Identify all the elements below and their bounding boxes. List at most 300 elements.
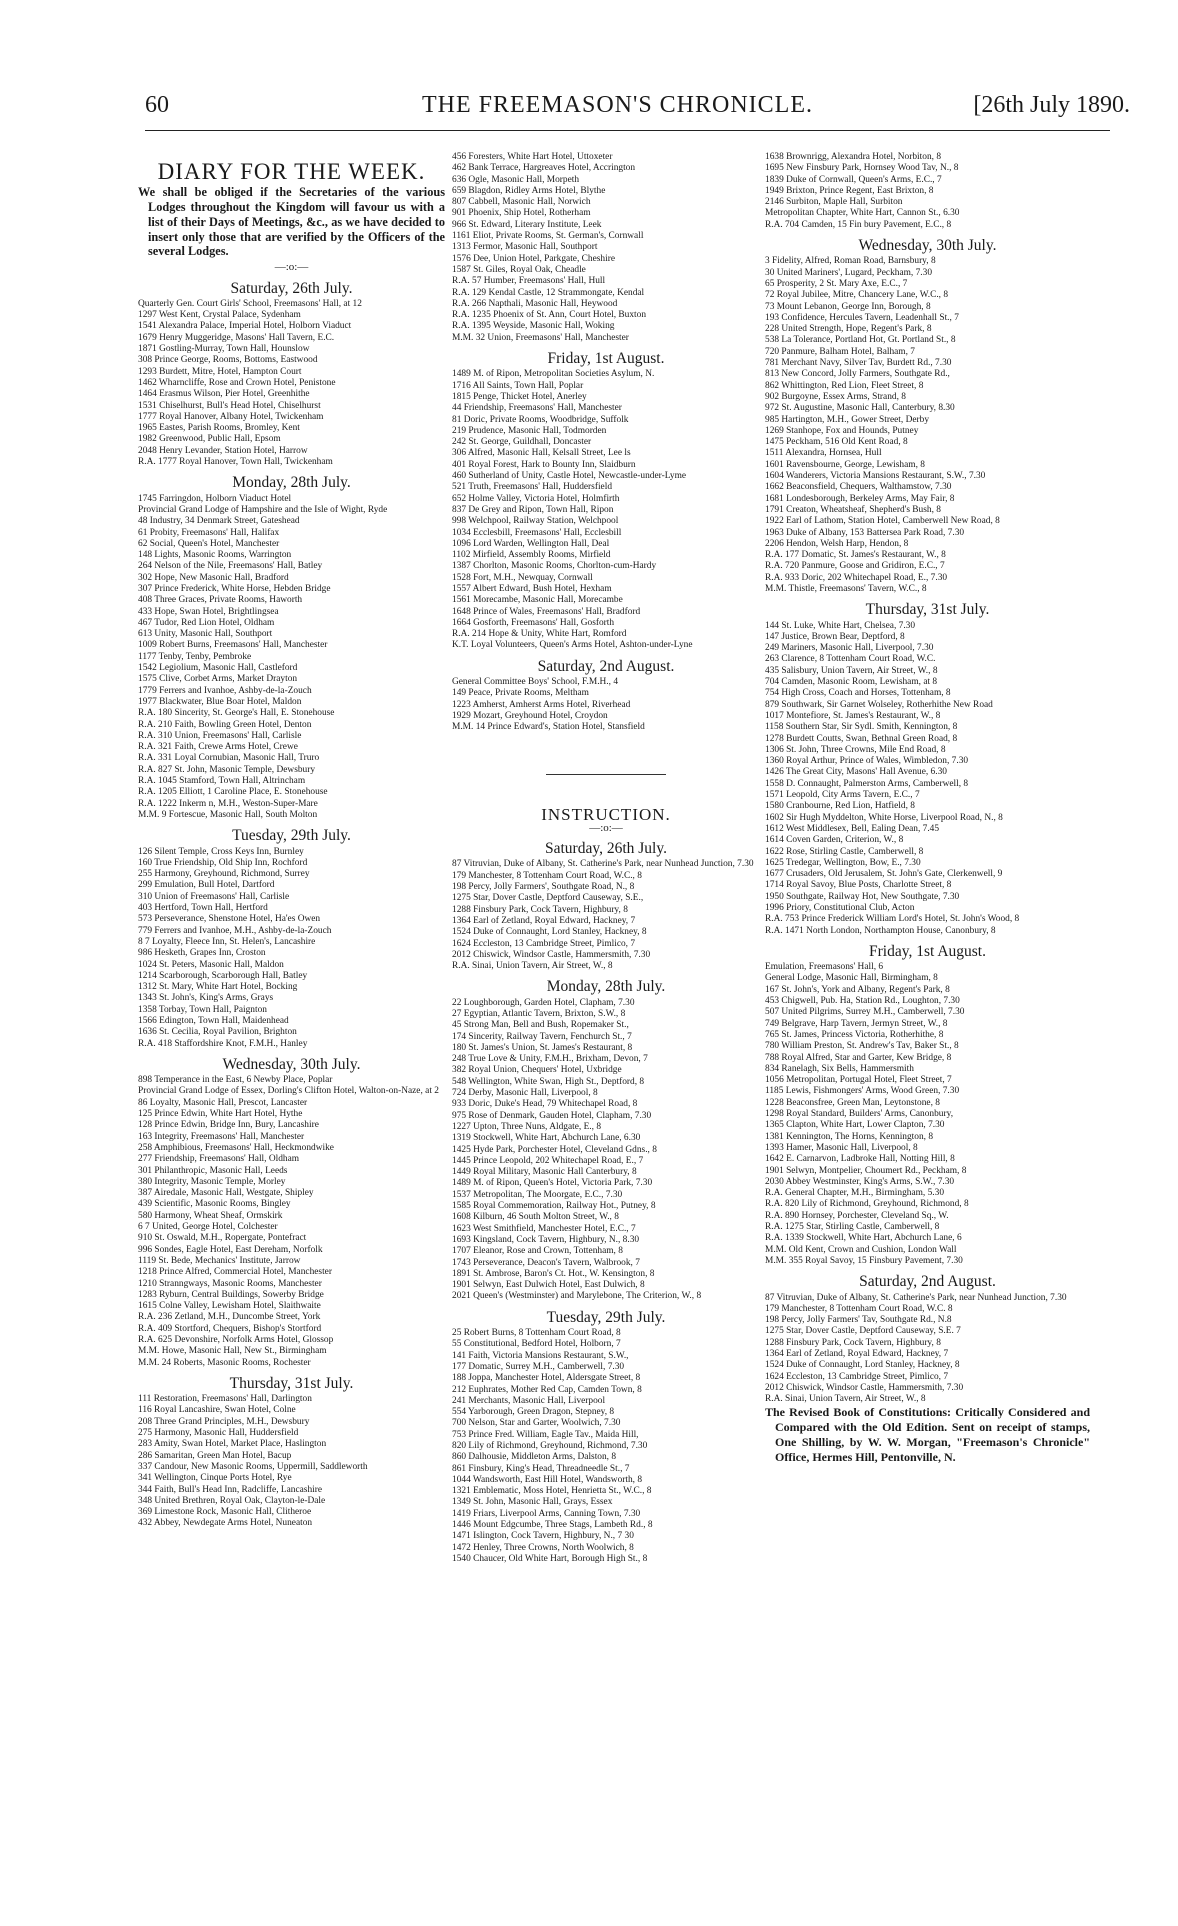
lodge-entry: R.A. 214 Hope & Unity, White Hart, Romford <box>452 629 627 640</box>
day-heading: Wednesday, 30th July. <box>222 1055 361 1073</box>
lodge-entry: R.A. 1235 Phoenix of St. Ann, Court Hotel, Buxton <box>452 310 647 321</box>
lodge-entry: 1965 Eastes, Parish Rooms, Bromley, Kent <box>138 423 300 434</box>
lodge-entry: 1714 Royal Savoy, Blue Posts, Charlotte Street, 8 <box>765 880 952 891</box>
lodge-entry: 348 United Brethren, Royal Oak, Clayton-le-Dale <box>138 1495 326 1506</box>
instruction-ornament: —:o:— <box>589 821 623 834</box>
lodge-entry: 1472 Henley, Three Crowns, North Woolwich, 8 <box>452 1542 634 1553</box>
lodge-entry: R.A. General Chapter, M.H., Birmingham, 5.30 <box>765 1188 945 1199</box>
lodge-entry: 704 Camden, Masonic Room, Lewisham, at 8 <box>765 677 938 688</box>
lodge-entry: 249 Mariners, Masonic Hall, Liverpool, 7.30 <box>765 643 934 654</box>
lodge-entry: R.A. 418 Staffordshire Knot, F.M.H., Hanley <box>138 1038 308 1049</box>
lodge-entry: 435 Salisbury, Union Tavern, Air Street, W., 8 <box>765 665 938 676</box>
lodge-entry: 1901 Selwyn, East Dulwich Hotel, East Dulwich, 8 <box>452 1280 645 1291</box>
lodge-entry: Provincial Grand Lodge of Hampshire and the Isle of Wight, Ryde <box>138 504 388 515</box>
lodge-entry: 22 Loughborough, Garden Hotel, Clapham, 7.30 <box>452 997 635 1008</box>
lodge-entry: 1679 Henry Muggeridge, Masons' Hall Tavern, E.C. <box>138 332 335 343</box>
lodge-entry: R.A. 704 Camden, 15 Fin bury Pavement, E.C., 8 <box>765 219 952 230</box>
lodge-entry: 1608 Kilburn, 46 South Molton Street, W., 8 <box>452 1212 619 1223</box>
lodge-entry: 111 Restoration, Freemasons' Hall, Darlington <box>138 1394 312 1405</box>
lodge-entry: 879 Southwark, Sir Garnet Wolseley, Rotherhithe New Road <box>765 699 993 710</box>
lodge-entry: 341 Wellington, Cinque Ports Hotel, Rye <box>138 1473 292 1484</box>
lodge-entry: 1445 Prince Leopold, 202 Whitechapel Road, E., 7 <box>452 1155 644 1166</box>
lodge-entry: 1096 Lord Warden, Wellington Hall, Deal <box>452 538 610 549</box>
lodge-entry: 456 Foresters, White Hart Hotel, Uttoxeter <box>452 152 613 162</box>
lodge-entry: 1615 Colne Valley, Lewisham Hotel, Slaithwaite <box>138 1301 321 1312</box>
lodge-entry: 1996 Priory, Constitutional Club, Acton <box>765 903 915 913</box>
lodge-entry: 255 Harmony, Greyhound, Richmond, Surrey <box>138 869 310 880</box>
instruction-title: INSTRUCTION. <box>541 804 671 824</box>
lodge-entry: Emulation, Freemasons' Hall, 6 <box>765 962 884 973</box>
lodge-entry: 2012 Chiswick, Windsor Castle, Hammersmith, 7.30 <box>452 949 651 960</box>
lodge-entry: R.A. 180 Sincerity, St. George's Hall, E. Stonehouse <box>138 708 335 719</box>
lodge-entry: 1662 Beaconsfield, Chequers, Walthamstow, 7.30 <box>765 482 952 493</box>
lodge-entry: 1571 Leopold, City Arms Tavern, E.C., 7 <box>765 790 920 801</box>
lodge-entry: 1693 Kingsland, Cock Tavern, Highbury, N., 8.30 <box>452 1234 640 1245</box>
lodge-entry: 1288 Finsbury Park, Cock Tavern, Highbury, 8 <box>765 1337 941 1348</box>
lodge-entry: 1218 Prince Alfred, Commercial Hotel, Manchester <box>138 1267 332 1278</box>
day-heading: Saturday, 26th July. <box>230 279 353 297</box>
lodge-entry: 167 St. John's, York and Albany, Regent's Park, 8 <box>765 984 950 995</box>
lodge-entry: 1511 Alexandra, Hornsea, Hull <box>765 448 882 459</box>
lodge-entry: 996 Sondes, Eagle Hotel, East Dereham, Norfolk <box>138 1244 323 1255</box>
lodge-entry: 753 Prince Fred. William, Eagle Tav., Maida Hill, <box>452 1429 639 1440</box>
lodge-entry: 307 Prince Frederick, White Horse, Hebden Bridge <box>138 584 331 594</box>
lodge-entry: R.A. 331 Loyal Cornubian, Masonic Hall, Truro <box>138 753 320 764</box>
lodge-entry: M.M. Old Kent, Crown and Cushion, London Wall <box>765 1244 957 1255</box>
lodge-entry: 439 Scientific, Masonic Rooms, Bingley <box>138 1199 291 1210</box>
lodge-entry: 125 Prince Edwin, White Hart Hotel, Hythe <box>138 1109 303 1120</box>
lodge-entry: 1343 St. John's, King's Arms, Grays <box>138 993 274 1004</box>
lodge-entry: 8 7 Loyalty, Fleece Inn, St. Helen's, Lancashire <box>138 936 316 947</box>
day-heading: Thursday, 31st July. <box>865 601 990 619</box>
lodge-entry: 144 St. Luke, White Hart, Chelsea, 7.30 <box>765 620 916 631</box>
lodge-entry: 1624 Eccleston, 13 Cambridge Street, Pimlico, 7 <box>452 938 636 949</box>
header-rule <box>145 130 1110 131</box>
lodge-entry: 1364 Earl of Zetland, Royal Edward, Hackney, 7 <box>765 1348 949 1359</box>
lodge-entry: R.A. 210 Faith, Bowling Green Hotel, Denton <box>138 719 312 730</box>
lodge-entry: 1871 Gostling-Murray, Town Hall, Hounslow <box>138 344 310 355</box>
lodge-entry: 337 Candour, New Masonic Rooms, Uppermill, Saddleworth <box>138 1461 368 1472</box>
lodge-entry: 87 Vitruvian, Duke of Albany, St. Catherine's Park, near Nunhead Junction, 7.30 <box>452 859 754 870</box>
lodge-entry: R.A. 57 Humber, Freemasons' Hall, Hull <box>452 276 606 287</box>
lodge-entry: R.A. 625 Devonshire, Norfolk Arms Hotel, Glossop <box>138 1335 334 1345</box>
lodge-entry: 1471 Islington, Cock Tavern, Highbury, N., 7 30 <box>452 1531 634 1542</box>
lodge-entry: 1664 Gosforth, Freemasons' Hall, Gosforth <box>452 617 615 628</box>
lodge-entry: 286 Samaritan, Green Man Hotel, Bacup <box>138 1450 292 1461</box>
lodge-entry: 1017 Montefiore, St. James's Restaurant, W., 8 <box>765 710 941 721</box>
lodge-entry: 177 Domatic, Surrey M.H., Camberwell, 7.30 <box>452 1361 625 1372</box>
lodge-entry: 1745 Farringdon, Holborn Viaduct Hotel <box>138 493 292 504</box>
lodge-entry: 1949 Brixton, Prince Regent, East Brixton, 8 <box>765 185 934 196</box>
lodge-entry: 432 Abbey, Newdegate Arms Hotel, Nuneaton <box>138 1518 313 1529</box>
lodge-entry: Provincial Grand Lodge of Essex, Dorling's Clifton Hotel, Walton-on-Naze, at 2 <box>138 1086 439 1097</box>
lodge-entry: 1540 Chaucer, Old White Hart, Borough High St., 8 <box>452 1553 648 1564</box>
lodge-entry: R.A. 1045 Stamford, Town Hall, Altrincham <box>138 776 306 787</box>
lodge-entry: 65 Prosperity, 2 St. Mary Axe, E.C., 7 <box>765 278 908 289</box>
lodge-entry: M.M. 32 Union, Freemasons' Hall, Manchester <box>452 332 629 343</box>
day-heading: Saturday, 26th July. <box>545 840 667 858</box>
lodge-entry: 1604 Wanderers, Victoria Mansions Restaurant, S.W., 7.30 <box>765 471 986 482</box>
lodge-entry: 163 Integrity, Freemasons' Hall, Manchester <box>138 1131 305 1142</box>
lodge-entry: 573 Perseverance, Shenstone Hotel, Ha'es Owen <box>138 914 321 925</box>
lodge-entry: 160 True Friendship, Old Ship Inn, Rochford <box>138 857 308 868</box>
page-number: 60 <box>145 92 169 118</box>
lodge-entry: 1929 Mozart, Greyhound Hotel, Croydon <box>452 710 608 721</box>
lodge-entry: 462 Bank Terrace, Hargreaves Hotel, Accrington <box>452 163 636 174</box>
lodge-entry: 1695 New Finsbury Park, Hornsey Wood Tav, N., 8 <box>765 163 959 174</box>
lodge-entry: R.A. 266 Napthali, Masonic Hall, Heywood <box>452 298 618 309</box>
lodge-entry: 1312 St. Mary, White Hart Hotel, Bocking <box>138 982 298 993</box>
day-heading: Thursday, 31st July. <box>229 1374 354 1392</box>
lodge-entry: 1119 St. Bede, Mechanics' Institute, Jarrow <box>138 1255 301 1266</box>
lodge-entry: 1275 Star, Dover Castle, Deptford Causeway, S.E. 7 <box>765 1326 961 1337</box>
lodge-entry: 1210 Stranngways, Masonic Rooms, Manchester <box>138 1278 322 1289</box>
day-heading: Saturday, 2nd August. <box>537 657 675 675</box>
lodge-entry: 310 Union of Freemasons' Hall, Carlisle <box>138 891 290 902</box>
lodge-entry: 1161 Eliot, Private Rooms, St. German's, Cornwall <box>452 231 644 242</box>
lodge-entry: 1283 Ryburn, Central Buildings, Sowerby Bridge <box>138 1289 324 1300</box>
lodge-entry: 369 Limestone Rock, Masonic Hall, Clitheroe <box>138 1507 312 1518</box>
lodge-entry: 308 Prince George, Rooms, Bottoms, Eastwood <box>138 355 318 366</box>
lodge-entry: 1561 Morecambe, Masonic Hall, Morecambe <box>452 595 623 606</box>
lodge-entry: 1585 Royal Commemoration, Railway Hot., Putney, 8 <box>452 1201 656 1212</box>
lodge-entry: 1602 Sir Hugh Myddelton, White Horse, Liverpool Road, N., 8 <box>765 812 1003 823</box>
day-heading: Friday, 1st August. <box>869 942 986 960</box>
lodge-entry: 86 Loyalty, Masonic Hall, Prescot, Lancaster <box>138 1097 308 1108</box>
lodge-entry: M.M. 24 Roberts, Masonic Rooms, Rochester <box>138 1357 311 1368</box>
constitutions-notice: The Revised Book of Constitutions: Critically Considered and Compared with the Old Edition. Sent on receipt of stamps, One Shilling, by W. W. Morgan, "Freemason's Chronicle" Office, Hermes Hill, Pentonville, N. <box>765 1405 1090 1465</box>
lodge-entry: General Lodge, Masonic Hall, Birmingham, 8 <box>765 973 938 984</box>
lodge-entry: 1950 Southgate, Railway Hot, New Southgate, 7.30 <box>765 891 960 902</box>
lodge-entry: 1158 Southern Star, Sir Sydl. Smith, Kennington, 8 <box>765 722 958 733</box>
lodge-entry: 861 Finsbury, King's Head, Threadneedle St., 7 <box>452 1463 630 1474</box>
lodge-entry: R.A. 753 Prince Frederick William Lord's Hotel, St. John's Wood, 8 <box>765 914 1020 925</box>
lodge-entry: 72 Royal Jubilee, Mitre, Chancery Lane, W.C., 8 <box>765 290 949 301</box>
lodge-entry: 1102 Mirfield, Assembly Rooms, Mirfield <box>452 550 611 561</box>
lodge-entry: 467 Tudor, Red Lion Hotel, Oldham <box>138 617 275 628</box>
lodge-entry: 1566 Edington, Town Hall, Maidenhead <box>138 1015 289 1026</box>
lodge-entry: 44 Friendship, Freemasons' Hall, Manchester <box>452 403 622 414</box>
lodge-entry: 401 Royal Forest, Hark to Bounty Inn, Slaidburn <box>452 459 636 470</box>
lodge-entry: 1531 Chiselhurst, Bull's Head Hotel, Chiselhurst <box>138 400 321 411</box>
issue-date: [26th July 1890. <box>973 92 1130 118</box>
lodge-entry: 1681 Londesborough, Berkeley Arms, May Fair, 8 <box>765 493 955 504</box>
lodge-entry: 1622 Rose, Stirling Castle, Camberwell, 8 <box>765 846 924 857</box>
lodge-entry: 198 Percy, Jolly Farmers' Tav, Southgate Rd., N.8 <box>765 1315 952 1326</box>
lodge-entry: 1743 Perseverance, Deacon's Tavern, Walbrook, 7 <box>452 1257 640 1268</box>
lodge-entry: General Committee Boys' School, F.M.H., 4 <box>452 677 619 688</box>
lodge-entry: 1489 M. of Ripon, Metropolitan Societies Asylum, N. <box>452 369 655 380</box>
day-heading: Monday, 28th July. <box>232 474 351 492</box>
lodge-entry: R.A. 820 Lily of Richmond, Greyhound, Richmond, 8 <box>765 1199 969 1210</box>
lodge-entry: 6 7 United, George Hotel, Colchester <box>138 1222 278 1233</box>
diary-col1 <box>138 279 445 1530</box>
lodge-entry: 87 Vitruvian, Duke of Albany, St. Catherine's Park, near Nunhead Junction, 7.30 <box>765 1292 1067 1303</box>
lodge-entry: 1922 Earl of Lathom, Station Hotel, Camberwell New Road, 8 <box>765 516 1000 527</box>
lodge-entry: 1489 M. of Ripon, Queen's Hotel, Victoria Park, 7.30 <box>452 1178 653 1189</box>
lodge-entry: 212 Euphrates, Mother Red Cap, Camden Town, 8 <box>452 1384 642 1395</box>
lodge-entry: R.A. 321 Faith, Crewe Arms Hotel, Crewe <box>138 742 298 753</box>
lodge-entry: 813 New Concord, Jolly Farmers, Southgate Rd., <box>765 369 950 380</box>
lodge-entry: 860 Dalhousie, Middleton Arms, Dalston, 8 <box>452 1452 617 1463</box>
lodge-entry: R.A. 1471 North London, Northampton House, Canonbury, 8 <box>765 925 996 936</box>
lodge-entry: 538 La Tolerance, Portland Hot, Gt. Portland St., 8 <box>765 335 956 346</box>
lodge-entry: 700 Nelson, Star and Garter, Woolwich, 7.30 <box>452 1418 621 1429</box>
lodge-entry: 1024 St. Peters, Masonic Hall, Maldon <box>138 959 284 970</box>
lodge-entry: 933 Doric, Duke's Head, 79 Whitechapel Road, 8 <box>452 1099 638 1110</box>
lodge-entry: 1228 Beaconsfree, Green Man, Leytonstone, 8 <box>765 1097 940 1108</box>
lodge-entry: R.A. 720 Panmure, Goose and Gridiron, E.C., 7 <box>765 561 945 572</box>
lodge-entry: 55 Constitutional, Bedford Hotel, Holborn, 7 <box>452 1339 621 1350</box>
lodge-entry: 966 St. Edward, Literary Institute, Leek <box>452 219 602 230</box>
lodge-entry: 1537 Metropolitan, The Moorgate, E.C., 7.30 <box>452 1189 623 1200</box>
lodge-entry: 1791 Creaton, Wheatsheaf, Shepherd's Bush, 8 <box>765 504 941 515</box>
lodge-entry: 30 United Mariners', Lugard, Peckham, 7.30 <box>765 267 933 278</box>
instruction-col3 <box>765 152 1090 1405</box>
lodge-entry: 306 Alfred, Masonic Hall, Kelsall Street, Lee ls <box>452 448 631 459</box>
lodge-entry: 972 St. Augustine, Masonic Hall, Canterbury, 8.30 <box>765 403 955 414</box>
lodge-entry: 1278 Burdett Coutts, Swan, Bethnal Green Road, 8 <box>765 733 958 744</box>
lodge-entry: 2206 Hendon, Welsh Harp, Hendon, 8 <box>765 538 909 549</box>
lodge-entry: 344 Faith, Bull's Head Inn, Radcliffe, Lancashire <box>138 1484 323 1495</box>
lodge-entry: 2146 Surbiton, Maple Hall, Surbiton <box>765 197 903 208</box>
day-heading: Saturday, 2nd August. <box>859 1273 996 1291</box>
lodge-entry: 1839 Duke of Cornwall, Queen's Arms, E.C., 7 <box>765 174 942 185</box>
lodge-entry: 1891 St. Ambrose, Baron's Ct. Hot., W. Kensington, 8 <box>452 1268 655 1279</box>
lodge-entry: 1677 Crusaders, Old Jerusalem, St. John's Gate, Clerkenwell, 9 <box>765 869 1003 880</box>
lodge-entry: 299 Emulation, Bull Hotel, Dartford <box>138 880 275 891</box>
lodge-entry: 780 William Preston, St. Andrew's Tav, Baker St., 8 <box>765 1041 959 1052</box>
lodge-entry: M.M. Howe, Masonic Hall, New St., Birmingham <box>138 1346 327 1357</box>
lodge-entry: 264 Nelson of the Nile, Freemasons' Hall, Batley <box>138 561 323 572</box>
lodge-entry: R.A. 1222 Inkerm n, M.H., Weston-Super-Mare <box>138 798 318 809</box>
lodge-entry: 652 Holme Valley, Victoria Hotel, Holmfirth <box>452 493 620 504</box>
lodge-entry: 998 Welchpool, Railway Station, Welchpool <box>452 516 619 527</box>
lodge-entry: 1541 Alexandra Palace, Imperial Hotel, Holborn Viaduct <box>138 321 352 332</box>
lodge-entry: 1614 Coven Garden, Criterion, W., 8 <box>765 835 904 846</box>
lodge-entry: 149 Peace, Private Rooms, Meltham <box>452 688 589 699</box>
lodge-entry: 403 Hertford, Town Hall, Hertford <box>138 903 268 914</box>
lodge-entry: 1815 Penge, Thicket Hotel, Anerley <box>452 391 587 402</box>
lodge-entry: 1612 West Middlesex, Bell, Ealing Dean, 7.45 <box>765 823 940 834</box>
lodge-entry: R.A. 1339 Stockwell, White Hart, Abchurch Lane, 6 <box>765 1233 962 1244</box>
lodge-entry: 148 Lights, Masonic Rooms, Warrington <box>138 550 292 561</box>
diary-ornament: —:o:— <box>274 261 309 274</box>
section-separator <box>546 774 666 775</box>
lodge-entry: 1625 Tredegar, Wellington, Bow, E., 7.30 <box>765 857 921 868</box>
lodge-entry: 720 Panmure, Balham Hotel, Balham, 7 <box>765 346 915 357</box>
lodge-entry: Quarterly Gen. Court Girls' School, Freemasons' Hall, at 12 <box>138 298 362 309</box>
lodge-entry: 302 Hope, New Masonic Hall, Bradford <box>138 572 289 583</box>
lodge-entry: 453 Chigwell, Pub. Ha, Station Rd., Loughton, 7.30 <box>765 996 960 1007</box>
lodge-entry: 1293 Burdett, Mitre, Hotel, Hampton Court <box>138 366 302 377</box>
lodge-entry: 837 De Grey and Ripon, Town Hall, Ripon <box>452 504 614 515</box>
lodge-entry: 901 Phoenix, Ship Hotel, Rotherham <box>452 208 591 219</box>
lodge-entry: 1227 Upton, Three Nuns, Aldgate, E., 8 <box>452 1121 602 1132</box>
lodge-entry: 128 Prince Edwin, Bridge Inn, Bury, Lancashire <box>138 1120 319 1131</box>
lodge-entry: 1269 Stanhope, Fox and Hounds, Putney <box>765 425 919 436</box>
lodge-entry: 2030 Abbey Westminster, King's Arms, S.W., 7.30 <box>765 1176 955 1187</box>
lodge-entry: 1779 Ferrers and Ivanhoe, Ashby-de-la-Zouch <box>138 685 312 696</box>
lodge-entry: 1524 Duke of Connaught, Lord Stanley, Hackney, 8 <box>452 927 647 938</box>
lodge-entry: 1387 Chorlton, Masonic Rooms, Chorlton-cum-Hardy <box>452 561 657 572</box>
lodge-entry: 1425 Hyde Park, Porchester Hotel, Cleveland Gdns., 8 <box>452 1144 657 1155</box>
lodge-entry: 433 Hope, Swan Hotel, Brightlingsea <box>138 606 279 617</box>
lodge-entry: 1364 Earl of Zetland, Royal Edward, Hackney, 7 <box>452 915 636 926</box>
lodge-entry: R.A. 1395 Weyside, Masonic Hall, Woking <box>452 321 615 332</box>
lodge-entry: 507 United Pilgrims, Surrey M.H., Camberwell, 7.30 <box>765 1007 965 1018</box>
lodge-entry: 749 Belgrave, Harp Tavern, Jermyn Street, W., 8 <box>765 1018 948 1029</box>
lodge-entry: R.A. 310 Union, Freemasons' Hall, Carlisle <box>138 730 302 741</box>
lodge-entry: 1223 Amherst, Amherst Arms Hotel, Riverhead <box>452 699 631 710</box>
lodge-entry: 1648 Prince of Wales, Freemasons' Hall, Bradford <box>452 606 641 617</box>
lodge-entry: 1638 Brownrigg, Alexandra Hotel, Norbiton, 8 <box>765 152 942 162</box>
diary-intro: We shall be obliged if the Secretaries of the various Lodges throughout the Kingdom will favour us with a list of their Days of Meetings, &c., as we have decided to insert only those that are verified by the Officers of the several Lodges. <box>138 185 445 259</box>
lodge-entry: 659 Blagdon, Ridley Arms Hotel, Blythe <box>452 185 606 196</box>
lodge-entry: 1288 Finsbury Park, Cock Tavern, Highbury, 8 <box>452 904 628 915</box>
lodge-entry: 1319 Stockwell, White Hart, Abchurch Lane, 6.30 <box>452 1133 641 1144</box>
lodge-entry: 910 St. Oswald, M.H., Ropergate, Pontefract <box>138 1233 307 1244</box>
lodge-entry: 1275 Star, Dover Castle, Deptford Causeway, S.E., <box>452 893 644 904</box>
lodge-entry: 1642 E. Carnarvon, Ladbroke Hall, Notting Hill, 8 <box>765 1154 955 1165</box>
day-heading: Monday, 28th July. <box>546 978 666 996</box>
lodge-entry: R.A. 933 Doric, 202 Whitechapel Road, E., 7.30 <box>765 572 948 583</box>
lodge-entry: 1624 Eccleston, 13 Cambridge Street, Pimlico, 7 <box>765 1371 949 1382</box>
lodge-entry: 1777 Royal Hanover, Albany Hotel, Twickenham <box>138 411 324 422</box>
lodge-entry: 1313 Fermor, Masonic Hall, Southport <box>452 242 598 253</box>
lodge-entry: R.A. 890 Hornsey, Porchester, Cleveland Sq., W. <box>765 1210 949 1221</box>
lodge-entry: 1716 All Saints, Town Hall, Poplar <box>452 380 584 391</box>
lodge-entry: 380 Integrity, Masonic Temple, Morley <box>138 1176 286 1187</box>
lodge-entry: 1464 Erasmus Wilson, Pier Hotel, Greenhithe <box>138 389 310 400</box>
lodge-entry: 48 Industry, 34 Denmark Street, Gateshead <box>138 516 300 527</box>
lodge-entry: 25 Robert Burns, 8 Tottenham Court Road, 8 <box>452 1328 621 1339</box>
lodge-entry: 1524 Duke of Connaught, Lord Stanley, Hackney, 8 <box>765 1360 960 1371</box>
lodge-entry: R.A. 236 Zetland, M.H., Duncombe Street, York <box>138 1312 321 1323</box>
lodge-entry: 1446 Mount Edgcumbe, Three Stags, Lambeth Rd., 8 <box>452 1520 653 1531</box>
lodge-entry: Metropolitan Chapter, White Hart, Cannon St., 6.30 <box>765 208 960 219</box>
column-left <box>138 152 445 1530</box>
lodge-entry: 116 Royal Lancashire, Swan Hotel, Colne <box>138 1405 296 1416</box>
day-heading: Friday, 1st August. <box>547 350 665 368</box>
lodge-entry: 1580 Cranbourne, Red Lion, Hatfield, 8 <box>765 801 915 812</box>
diary-title: DIARY FOR THE WEEK. <box>157 159 426 184</box>
lodge-entry: 1462 Wharncliffe, Rose and Crown Hotel, Penistone <box>138 377 336 388</box>
lodge-entry: 275 Harmony, Masonic Hall, Huddersfield <box>138 1428 299 1439</box>
lodge-entry: R.A. 827 St. John, Masonic Temple, Dewsbury <box>138 764 316 775</box>
lodge-entry: 548 Wellington, White Swan, High St., Deptford, 8 <box>452 1076 645 1087</box>
lodge-entry: 862 Whittington, Red Lion, Fleet Street, 8 <box>765 380 924 391</box>
lodge-entry: 779 Ferrers and Ivanhoe, M.H., Ashby-de-la-Zouch <box>138 925 332 936</box>
lodge-entry: 408 Three Graces, Private Rooms, Haworth <box>138 595 303 606</box>
lodge-entry: 460 Sutherland of Unity, Castle Hotel, Newcastle-under-Lyme <box>452 471 687 482</box>
page-header <box>105 92 1130 128</box>
lodge-entry: 1419 Friars, Liverpool Arms, Canning Town, 7.30 <box>452 1508 641 1519</box>
lodge-entry: 1587 St. Giles, Royal Oak, Cheadle <box>452 264 586 275</box>
lodge-entry: 62 Social, Queen's Hotel, Manchester <box>138 538 280 549</box>
lodge-entry: 1528 Fort, M.H., Newquay, Cornwall <box>452 572 593 583</box>
lodge-entry: 208 Three Grand Principles, M.H., Dewsbury <box>138 1416 310 1427</box>
lodge-entry: M.M. 9 Fortescue, Masonic Hall, South Molton <box>138 809 318 820</box>
lodge-entry: 3 Fidelity, Alfred, Roman Road, Barnsbury, 8 <box>765 256 936 267</box>
lodge-entry: 1576 Dee, Union Hotel, Parkgate, Cheshire <box>452 253 615 264</box>
lodge-entry: 1365 Clapton, White Hart, Lower Clapton, 7.30 <box>765 1120 945 1131</box>
lodge-entry: 1298 Royal Standard, Builders' Arms, Canonbury, <box>765 1109 954 1120</box>
lodge-entry: M.M. 14 Prince Edward's, Station Hotel, Stansfield <box>452 722 645 733</box>
lodge-entry: 126 Silent Temple, Cross Keys Inn, Burnley <box>138 846 304 857</box>
lodge-entry: 1542 Legiolium, Masonic Hall, Castleford <box>138 663 298 674</box>
lodge-entry: 902 Burgoyne, Essex Arms, Strand, 8 <box>765 391 906 402</box>
lodge-entry: 1009 Robert Burns, Freemasons' Hall, Manchester <box>138 640 328 651</box>
lodge-entry: 1426 The Great City, Masons' Hall Avenue, 6.30 <box>765 767 947 778</box>
lodge-entry: 1306 St. John, Three Crowns, Mile End Road, 8 <box>765 744 946 755</box>
lodge-entry: 1558 D. Connaught, Palmerston Arms, Camberwell, 8 <box>765 778 969 789</box>
lodge-entry: 241 Merchants, Masonic Hall, Liverpool <box>452 1395 606 1406</box>
lodge-entry: 1475 Peckham, 516 Old Kent Road, 8 <box>765 437 908 448</box>
column-middle <box>452 152 760 1565</box>
lodge-entry: R.A. 177 Domatic, St. James's Restaurant, W., 8 <box>765 550 946 561</box>
lodge-entry: 258 Amphibious, Freemasons' Hall, Heckmondwike <box>138 1142 334 1153</box>
lodge-entry: 985 Hartington, M.H., Gower Street, Derby <box>765 414 930 425</box>
lodge-entry: 1707 Eleanor, Rose and Crown, Tottenham, 8 <box>452 1246 623 1257</box>
day-heading: Tuesday, 29th July. <box>232 827 351 845</box>
lodge-entry: 2021 Queen's (Westminster) and Marylebone, The Criterion, W., 8 <box>452 1291 702 1302</box>
lodge-entry: 248 True Love & Unity, F.M.H., Brixham, Devon, 7 <box>452 1054 648 1065</box>
lodge-entry: 807 Cabbell, Masonic Hall, Norwich <box>452 197 591 208</box>
lodge-entry: 174 Sincerity, Railway Tavern, Fenchurch St., 7 <box>452 1031 632 1042</box>
lodge-entry: 301 Philanthropic, Masonic Hall, Leeds <box>138 1165 288 1176</box>
lodge-entry: 1381 Kennington, The Horns, Kennington, 8 <box>765 1131 934 1142</box>
lodge-entry: 975 Rose of Denmark, Gauden Hotel, Clapham, 7.30 <box>452 1110 652 1121</box>
lodge-entry: 263 Clarence, 8 Tottenham Court Road, W.C. <box>765 654 936 665</box>
lodge-entry: 1623 West Smithfield, Manchester Hotel, E.C., 7 <box>452 1223 636 1234</box>
lodge-entry: 27 Egyptian, Atlantic Tavern, Brixton, S.W., 8 <box>452 1009 626 1019</box>
lodge-entry: R.A. 1205 Elliott, 1 Caroline Place, E. Stonehouse <box>138 787 328 798</box>
lodge-entry: 1982 Greenwood, Public Hall, Epsom <box>138 434 281 445</box>
lodge-entry: 228 United Strength, Hope, Regent's Park, 8 <box>765 324 932 335</box>
lodge-entry: 580 Harmony, Wheat Sheaf, Ormskirk <box>138 1210 283 1221</box>
lodge-entry: 141 Faith, Victoria Mansions Restaurant, S.W., <box>452 1350 629 1361</box>
lodge-entry: 788 Royal Alfred, Star and Garter, Kew Bridge, 8 <box>765 1052 952 1063</box>
diary-col2 <box>452 152 760 734</box>
lodge-entry: 724 Derby, Masonic Hall, Liverpool, 8 <box>452 1088 598 1099</box>
column-right <box>765 152 1090 1465</box>
lodge-entry: R.A. 1777 Royal Hanover, Town Hall, Twickenham <box>138 457 333 468</box>
lodge-entry: 1557 Albert Edward, Bush Hotel, Hexham <box>452 583 612 594</box>
day-heading: Wednesday, 30th July. <box>858 237 997 255</box>
lodge-entry: 387 Airedale, Masonic Hall, Westgate, Shipley <box>138 1188 314 1199</box>
lodge-entry: 81 Doric, Private Rooms, Woodbridge, Suffolk <box>452 414 629 425</box>
lodge-entry: R.A. Sinai, Union Tavern, Air Street, W., 8 <box>452 961 613 972</box>
lodge-entry: 1185 Lewis, Fishmongers' Arms, Wood Green, 7.30 <box>765 1086 960 1097</box>
lodge-entry: 1601 Ravensbourne, George, Lewisham, 8 <box>765 459 925 470</box>
lodge-entry: 1575 Clive, Corbet Arms, Market Drayton <box>138 674 298 685</box>
lodge-entry: 1358 Torbay, Town Hall, Paignton <box>138 1004 267 1015</box>
lodge-entry: 219 Prudence, Masonic Hall, Todmorden <box>452 425 607 436</box>
lodge-entry: 1297 West Kent, Crystal Palace, Sydenham <box>138 310 301 321</box>
lodge-entry: 636 Ogle, Masonic Hall, Morpeth <box>452 174 580 185</box>
lodge-entry: 754 High Cross, Coach and Horses, Tottenham, 8 <box>765 688 951 699</box>
lodge-entry: 1349 St. John, Masonic Hall, Grays, Essex <box>452 1497 613 1508</box>
lodge-entry: 188 Joppa, Manchester Hotel, Aldersgate Street, 8 <box>452 1373 641 1384</box>
lodge-entry: 1177 Tenby, Tenby, Pembroke <box>138 651 252 662</box>
lodge-entry: 198 Percy, Jolly Farmers', Southgate Road, N., 8 <box>452 882 635 893</box>
lodge-entry: 382 Royal Union, Chequers' Hotel, Uxbridge <box>452 1065 622 1076</box>
lodge-entry: 1636 St. Cecilia, Royal Pavilion, Brighton <box>138 1027 297 1038</box>
lodge-entry: R.A. Sinai, Union Tavern, Air Street, W., 8 <box>765 1394 926 1405</box>
lodge-entry: 820 Lily of Richmond, Greyhound, Richmond, 7.30 <box>452 1440 648 1451</box>
lodge-entry: R.A. 409 Stortford, Chequers, Bishop's Stortford <box>138 1323 322 1334</box>
